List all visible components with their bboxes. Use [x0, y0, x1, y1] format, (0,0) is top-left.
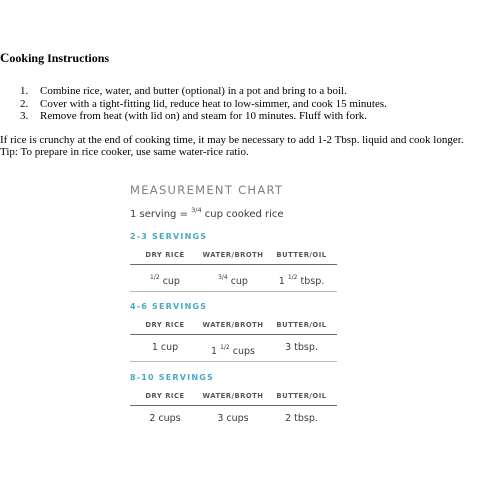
header-butter-oil: BUTTER/OIL: [276, 392, 327, 400]
header-dry-rice: DRY RICE: [145, 321, 185, 329]
value-butter-oil: [266, 265, 337, 295]
step-item: [0, 110, 480, 123]
title-initial: C: [0, 50, 10, 65]
section-label-8-10: 8-10 SERVINGS: [130, 373, 214, 382]
chart-title: MEASUREMENT CHART: [130, 183, 284, 197]
value-dry-rice: 1 cup: [151, 342, 179, 353]
serving-fraction: 3/4: [191, 206, 202, 214]
value-butter-oil: 3 tbsp.: [285, 342, 318, 353]
value-water-broth: [200, 335, 266, 365]
table-4-6-servings: [130, 316, 337, 362]
value-fraction: 1/2: [150, 274, 160, 281]
table-header-row: [130, 316, 337, 335]
table-header-row: [130, 387, 337, 406]
value-water-broth: [200, 265, 266, 295]
step-item: [0, 98, 480, 111]
value-unit: cup: [159, 276, 180, 287]
header-water-broth: WATER/BROTH: [202, 321, 264, 329]
value-water-broth: 3 cups: [217, 413, 249, 424]
table-row: [130, 335, 337, 355]
step-text: Remove from heat (with lid on) and steam for 10 minutes. Fluff with fork.: [40, 110, 367, 122]
value-butter-oil: 2 tbsp.: [285, 413, 318, 424]
step-text: Cover with a tight-fitting lid, reduce heat to low-simmer, and cook 15 minutes.: [40, 97, 387, 110]
crunchy-rice-note: If rice is crunchy at the end of cooking time, it may be necessary to add 1-2 Tbsp. liquid and cook longer.: [0, 133, 464, 146]
header-water-broth: WATER/BROTH: [202, 392, 264, 400]
step-number: 1.: [20, 85, 29, 97]
value-unit: tbsp.: [297, 276, 325, 287]
step-number: 3.: [20, 110, 29, 122]
section-label-2-3: 2-3 SERVINGS: [130, 232, 208, 241]
cooking-instructions: [0, 51, 480, 159]
table-row: [130, 406, 337, 426]
header-dry-rice: DRY RICE: [145, 392, 185, 400]
value-dry-rice: 2 cups: [149, 413, 181, 424]
header-dry-rice: DRY RICE: [145, 251, 185, 259]
section-label-4-6: 4-6 SERVINGS: [130, 302, 208, 311]
value-fraction: 3/4: [218, 274, 228, 281]
header-butter-oil: BUTTER/OIL: [276, 251, 327, 259]
notes: [0, 134, 480, 159]
cooking-instructions-title: [0, 51, 480, 65]
table-row: [130, 265, 337, 285]
header-butter-oil: BUTTER/OIL: [276, 321, 327, 329]
serving-prefix: 1 serving =: [130, 209, 192, 220]
step-number: 2.: [20, 97, 29, 110]
value-fraction: 1/2: [220, 344, 230, 351]
table-header-row: [130, 246, 337, 265]
step-text: Combine rice, water, and butter (optional) in a pot and bring to a boil.: [40, 85, 347, 97]
title-rest: ooking Instructions: [9, 51, 110, 65]
value-whole: 1: [278, 276, 288, 287]
step-item: [0, 85, 480, 98]
table-8-10-servings: [130, 387, 337, 426]
serving-size-line: [130, 206, 284, 220]
value-whole: 1: [211, 346, 221, 357]
rice-cooker-tip: Tip: To prepare in rice cooker, use same water-rice ratio.: [0, 146, 249, 158]
table-2-3-servings: [130, 246, 337, 292]
value-unit: cups: [229, 346, 255, 357]
header-water-broth: WATER/BROTH: [202, 251, 264, 259]
value-dry-rice: [130, 265, 200, 295]
value-fraction: 1/2: [287, 274, 298, 281]
serving-suffix: cup cooked rice: [201, 209, 284, 220]
steps-list: [0, 85, 480, 123]
value-unit: cup: [227, 276, 248, 287]
